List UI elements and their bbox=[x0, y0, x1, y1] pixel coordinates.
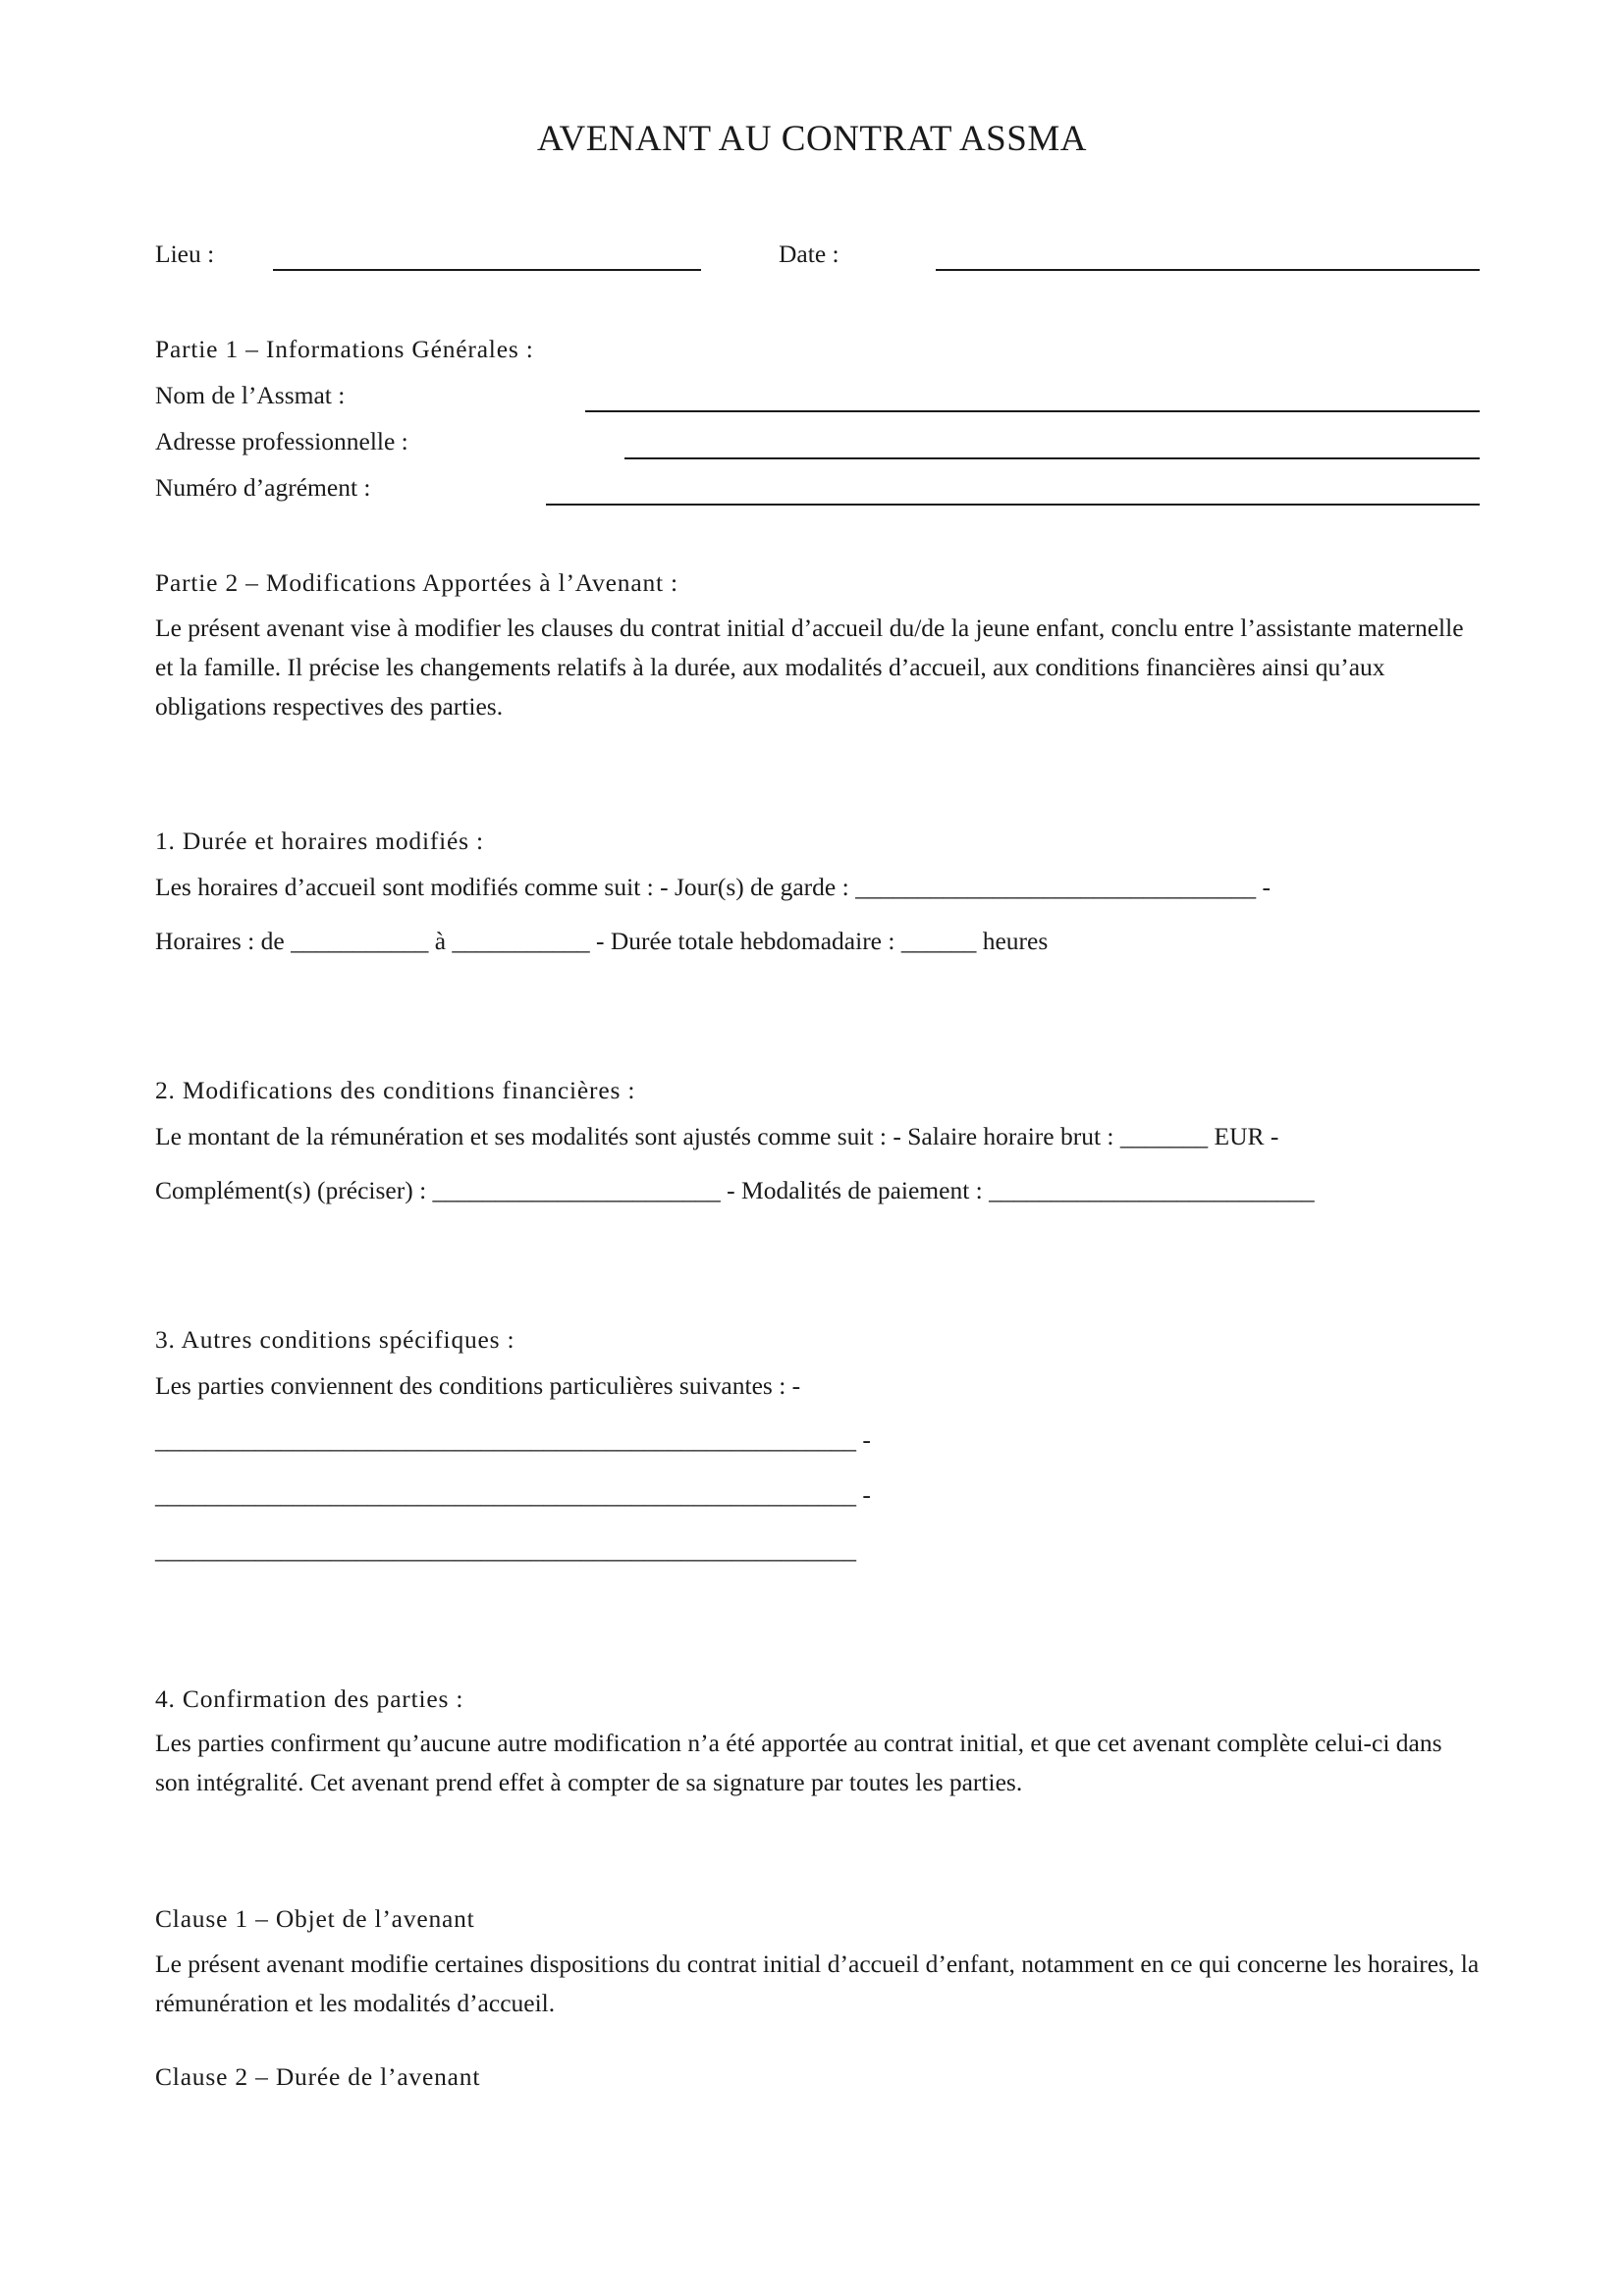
clause1-heading: Clause 1 – Objet de l’avenant bbox=[155, 1904, 475, 1933]
section4-paragraph: Les parties confirment qu’aucune autre modification n’a été apportée au contrat initial, et que cet avenant complète celui-ci dans son intégralité. Cet avenant prend effet à compter de sa signature par toutes les parties. bbox=[155, 1729, 1442, 1796]
complement-line: Complément(s) (préciser) : _______________________ - Modalités de paiement : __________________________ bbox=[155, 1176, 1315, 1204]
salaire-line: Le montant de la rémunération et ses modalités sont ajustés comme suit : - Salaire horaire brut : _______ EUR - bbox=[155, 1122, 1279, 1150]
condition-blank-2[interactable]: ________________________________________________________ - bbox=[155, 1480, 871, 1509]
clause2-heading: Clause 2 – Durée de l’avenant bbox=[155, 2062, 481, 2091]
lieu-label: Lieu : bbox=[155, 240, 215, 268]
adresse-label: Adresse professionnelle : bbox=[155, 427, 408, 455]
condition-blank-1[interactable]: ________________________________________________________ - bbox=[155, 1425, 871, 1454]
section3-heading: 3. Autres conditions spécifiques : bbox=[155, 1325, 515, 1354]
nom-assmat-field[interactable] bbox=[585, 410, 1480, 412]
section2-heading: 2. Modifications des conditions financières : bbox=[155, 1076, 636, 1104]
conditions-intro: Les parties conviennent des conditions particulières suivantes : - bbox=[155, 1371, 801, 1400]
adresse-field[interactable] bbox=[624, 457, 1480, 459]
section4-heading: 4. Confirmation des parties : bbox=[155, 1684, 464, 1713]
clause1-paragraph: Le présent avenant modifie certaines dispositions du contrat initial d’accueil d’enfant, notamment en ce qui concerne les horaires, la rémunération et les modalités d’accueil. bbox=[155, 1949, 1480, 2017]
partie1-heading: Partie 1 – Informations Générales : bbox=[155, 335, 534, 363]
condition-blank-3[interactable]: ________________________________________________________ bbox=[155, 1535, 856, 1564]
date-field[interactable] bbox=[936, 269, 1480, 271]
agrement-label: Numéro d’agrément : bbox=[155, 473, 371, 502]
section1-heading: 1. Durée et horaires modifiés : bbox=[155, 827, 484, 855]
date-label: Date : bbox=[779, 240, 839, 268]
jours-garde-line: Les horaires d’accueil sont modifiés comme suit : - Jour(s) de garde : ________________________________ - bbox=[155, 873, 1271, 901]
nom-assmat-label: Nom de l’Assmat : bbox=[155, 381, 346, 409]
partie2-paragraph: Le présent avenant vise à modifier les clauses du contrat initial d’accueil du/de la jeune enfant, conclu entre l’assistante maternelle et la famille. Il précise les changements relatifs à la durée, aux modalités d’accueil, aux conditions financières ainsi qu’aux obligations respectives des parties. bbox=[155, 614, 1464, 721]
partie2-heading: Partie 2 – Modifications Apportées à l’Avenant : bbox=[155, 568, 678, 597]
agrement-field[interactable] bbox=[546, 504, 1480, 506]
lieu-field[interactable] bbox=[273, 269, 701, 271]
horaires-line: Horaires : de ___________ à ___________ - Durée totale hebdomadaire : ______ heures bbox=[155, 927, 1049, 955]
page-title: AVENANT AU CONTRAT ASSMA bbox=[537, 119, 1087, 159]
